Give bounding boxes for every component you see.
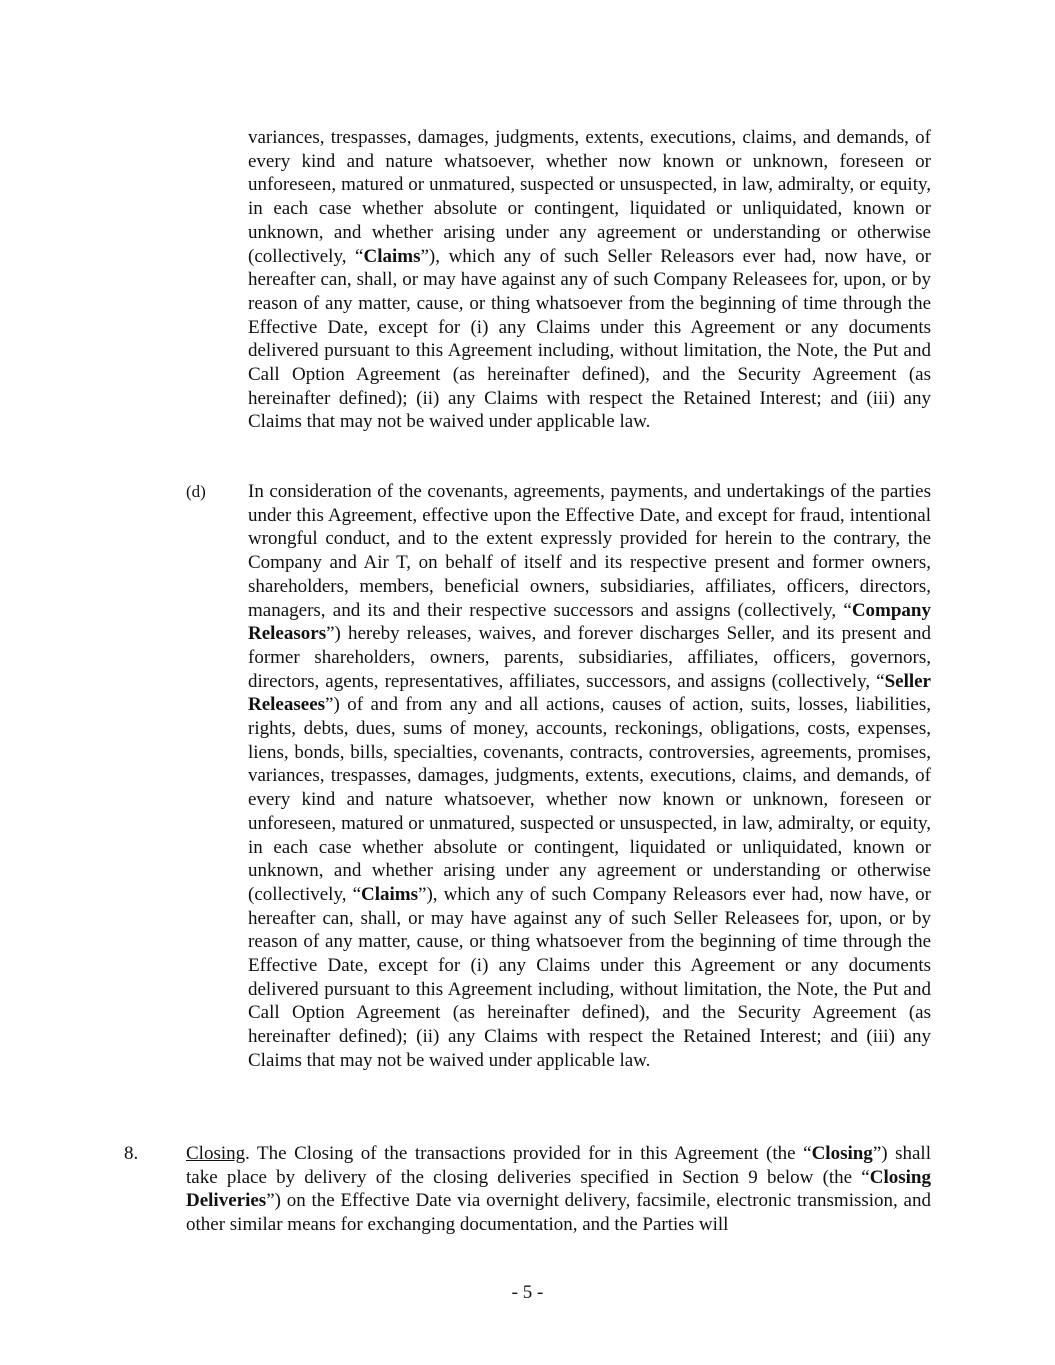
subsection-d-marker: (d) — [186, 482, 206, 501]
continued-release-paragraph — [248, 126, 931, 434]
paragraph-text: ”) shall take place by delivery of the closing deliveries specified in Section 9 below (the “ — [186, 1143, 931, 1188]
paragraph-text: ”), which any of such Seller Releasors ever had, now have, or hereafter can, shall, or may have against any of such Company Releasees for, upon, or by reason of any matter, cause, or thing whatsoever from the beginning of time through the Effective Date, except for (i) any Claims under this Agreement or any documents delivered pursuant to this Agreement including, without limitation, the Note, the Put and Call Option Agreement (as hereinafter defined), and the Security Agreement (as hereinafter defined); (ii) any Claims with respect the Retained Interest; and (iii) any Claims that may not be waived under applicable law. — [248, 245, 931, 433]
paragraph-text: . The Closing of the transactions provided for in this Agreement (the “ — [245, 1143, 812, 1164]
page-number: - 5 - — [511, 1282, 544, 1303]
defined-term-closing-deliveries: Closing Deliveries — [186, 1166, 931, 1212]
paragraph-text: ”), which any of such Company Releasors ever had, now have, or hereafter can, shall, or may have against any of such Seller Releasees for, upon, or by reason of any matter, cause, or thing whatsoever from the beginning of time through the Effective Date, except for (i) any Claims under this Agreement or any documents delivered pursuant to this Agreement including, without limitation, the Note, the Put and Call Option Agreement (as hereinafter defined), and the Security Agreement (as hereinafter defined); (ii) any Claims with respect the Retained Interest; and (iii) any Claims that may not be waived under applicable law. — [248, 883, 931, 1071]
paragraph-text: ”) of and from any and all actions, causes of action, suits, losses, liabilities, rights, debts, dues, sums of money, accounts, reckonings, obligations, costs, expenses, liens, bonds, bills, specialties, covenants, contracts, controversies, agreements, promises, variances, trespasses, damages, judgments, extents, executions, claims, and demands, of every kind and nature whatsoever, whether now known or unknown, foreseen or unforeseen, matured or unmatured, suspected or unsuspected, in law, admiralty, or equity, in each case whether absolute or contingent, liquidated or unliquidated, known or unknown, and whether arising under any agreement or understanding or otherwise (collectively, “ — [248, 694, 931, 905]
defined-term-seller-releasees: Seller Releasees — [248, 670, 931, 716]
section-8-number: 8. — [124, 1143, 139, 1164]
paragraph-text: ”) hereby releases, waives, and forever discharges Seller, and its present and former shareholders, owners, parents, subsidiaries, affiliates, officers, governors, directors, agents, representatives, affiliates, successors, and assigns (collectively, “ — [248, 623, 931, 692]
paragraph-text: In consideration of the covenants, agreements, payments, and undertakings of the parties under this Agreement, effective upon the Effective Date, and except for fraud, intentional wrongful conduct, and to the extent expressly provided for herein to the contrary, the Company and Air T, on behalf of itself and its respective present and former owners, shareholders, members, beneficial owners, subsidiaries, affiliates, officers, directors, managers, and its and their respective successors and assigns (collectively, “ — [248, 481, 931, 621]
section-8-heading: Closing — [186, 1143, 246, 1164]
defined-term-claims: Claims — [363, 245, 421, 267]
paragraph-text: ”) on the Effective Date via overnight delivery, facsimile, electronic transmission, and other similar means for exchanging documentation, and the Parties will — [186, 1190, 931, 1236]
section-8-paragraph — [186, 1142, 931, 1237]
defined-term-closing: Closing — [811, 1143, 873, 1164]
subsection-d-paragraph — [248, 480, 931, 1073]
defined-term-company-releasors: Company Releasors — [248, 599, 931, 645]
defined-term-claims: Claims — [361, 883, 419, 905]
paragraph-text: variances, trespasses, damages, judgments, extents, executions, claims, and demands, of every kind and nature whatsoever, whether now known or unknown, foreseen or unforeseen, matured or unmatured, suspected or unsuspected, in law, admiralty, or equity, in each case whether absolute or contingent, liquidated or unliquidated, known or unknown, and whether arising under any agreement or understanding or otherwise (collectively, “ — [248, 127, 931, 267]
